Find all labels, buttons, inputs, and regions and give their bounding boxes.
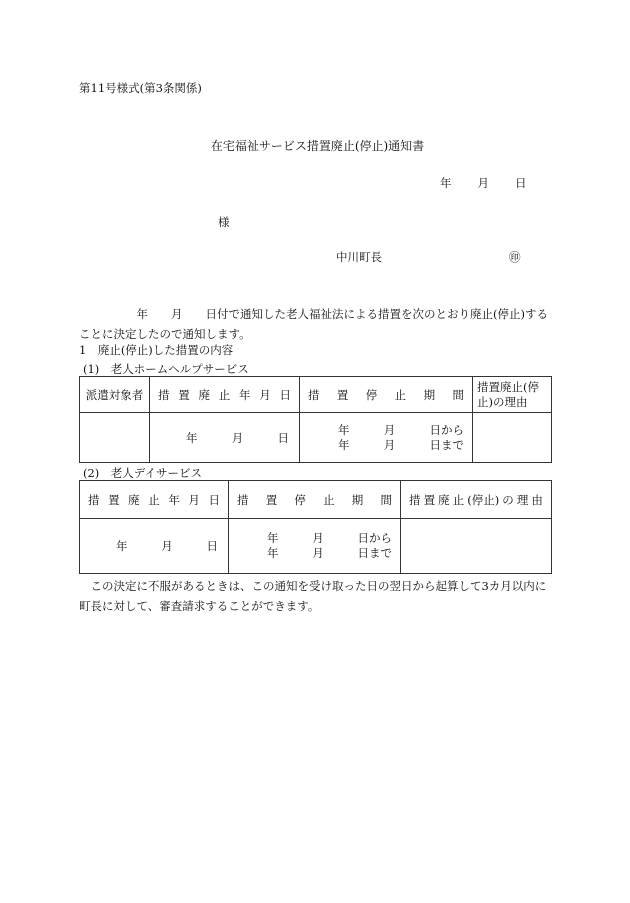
issuer-name: 中川町長 bbox=[336, 250, 382, 264]
to-month: 月 bbox=[383, 437, 396, 452]
header-char: 置 bbox=[178, 387, 190, 402]
document-title: 在宅福祉サービス措置廃止(停止)通知書 bbox=[210, 139, 425, 153]
header-char: 置 bbox=[108, 492, 120, 507]
date-year: 年 bbox=[440, 176, 452, 190]
header-suspension-period bbox=[229, 481, 401, 519]
ymd-year: 年 bbox=[116, 539, 128, 553]
issue-date bbox=[440, 175, 527, 191]
notice-body: 年 月 日付で通知した老人福祉法による措置を次のとおり廃止(停止)することに決定したので通知します。 bbox=[79, 307, 548, 341]
header-char: 月 bbox=[259, 387, 271, 402]
header-char: 止 bbox=[148, 492, 160, 507]
header-char: 年 bbox=[239, 387, 251, 402]
addressee-suffix: 様 bbox=[218, 215, 230, 229]
header-char: 措 bbox=[237, 492, 249, 507]
to-day: 日まで bbox=[429, 437, 464, 452]
header-char: 由 bbox=[531, 492, 543, 507]
from-year: 年 bbox=[338, 422, 350, 437]
header-char: 日 bbox=[208, 492, 220, 507]
from-month: 月 bbox=[383, 422, 396, 437]
header-suspension-period bbox=[300, 377, 473, 413]
from-day: 日から bbox=[429, 422, 464, 437]
header-char: 日 bbox=[279, 387, 291, 402]
header-char: 停 bbox=[294, 492, 306, 507]
header-termination-date bbox=[150, 377, 300, 413]
header-char: 措 bbox=[409, 492, 421, 507]
header-char: 間 bbox=[380, 492, 392, 507]
header-char: 期 bbox=[423, 387, 436, 402]
home-help-table bbox=[79, 376, 552, 463]
header-char: の bbox=[502, 492, 514, 507]
header-char: 年 bbox=[168, 492, 180, 507]
header-char: 措 bbox=[308, 387, 320, 402]
header-char: 置 bbox=[265, 492, 278, 507]
header-char: 月 bbox=[188, 492, 200, 507]
ymd-day: 日 bbox=[206, 539, 218, 553]
header-char: 廃 bbox=[128, 492, 140, 507]
header-char: 止 bbox=[218, 387, 231, 402]
ymd-month: 月 bbox=[231, 430, 244, 445]
to-year: 年 bbox=[338, 437, 350, 452]
cell-recipient[interactable] bbox=[80, 413, 150, 463]
to-month: 月 bbox=[312, 546, 324, 560]
ymd-month: 月 bbox=[161, 539, 173, 553]
header-char: 止 bbox=[323, 492, 335, 507]
from-month: 月 bbox=[312, 531, 324, 545]
to-year: 年 bbox=[267, 546, 279, 560]
cell-suspension-period[interactable] bbox=[300, 413, 473, 463]
header-char: (停止) bbox=[467, 492, 500, 507]
header-char: 措 bbox=[88, 492, 100, 507]
ymd-year: 年 bbox=[186, 430, 198, 445]
cell-reason[interactable] bbox=[473, 413, 552, 463]
cell-termination-date[interactable] bbox=[80, 519, 229, 574]
seal-mark: ㊞ bbox=[509, 250, 521, 264]
header-char: 廃 bbox=[438, 492, 450, 507]
appeal-notice: この決定に不服があるときは、この通知を受け取った日の翌日から起算して3カ月以内に町長に対して、審査請求することができます。 bbox=[79, 579, 547, 613]
from-year: 年 bbox=[267, 531, 279, 545]
header-char: 措 bbox=[158, 387, 170, 402]
cell-termination-date[interactable] bbox=[150, 413, 300, 463]
header-char: 間 bbox=[452, 387, 464, 402]
header-reason bbox=[401, 481, 552, 519]
subsection-day-service: (2) 老人デイサービス bbox=[83, 466, 202, 480]
section-heading: 1 廃止(停止)した措置の内容 bbox=[79, 343, 234, 357]
header-char: 期 bbox=[351, 492, 364, 507]
subsection-home-help: (1) 老人ホームヘルプサービス bbox=[83, 362, 249, 376]
header-recipient: 派遣対象者 bbox=[80, 377, 150, 413]
form-number: 第11号様式(第3条関係) bbox=[79, 81, 202, 95]
header-char: 止 bbox=[394, 387, 407, 402]
header-char: 廃 bbox=[198, 387, 210, 402]
ymd-day: 日 bbox=[277, 430, 289, 445]
header-reason: 措置廃止(停止)の理由 bbox=[473, 377, 552, 413]
cell-reason[interactable] bbox=[401, 519, 552, 574]
header-char: 置 bbox=[423, 492, 436, 507]
header-char: 置 bbox=[336, 387, 349, 402]
date-month: 月 bbox=[477, 176, 489, 190]
from-day: 日から bbox=[357, 531, 392, 545]
date-day: 日 bbox=[515, 176, 527, 190]
header-char: 理 bbox=[516, 492, 529, 507]
header-char: 停 bbox=[365, 387, 378, 402]
to-day: 日まで bbox=[357, 546, 392, 560]
cell-suspension-period[interactable] bbox=[229, 519, 401, 574]
header-termination-date bbox=[80, 481, 229, 519]
header-char: 止 bbox=[452, 492, 465, 507]
day-service-table bbox=[79, 480, 552, 574]
